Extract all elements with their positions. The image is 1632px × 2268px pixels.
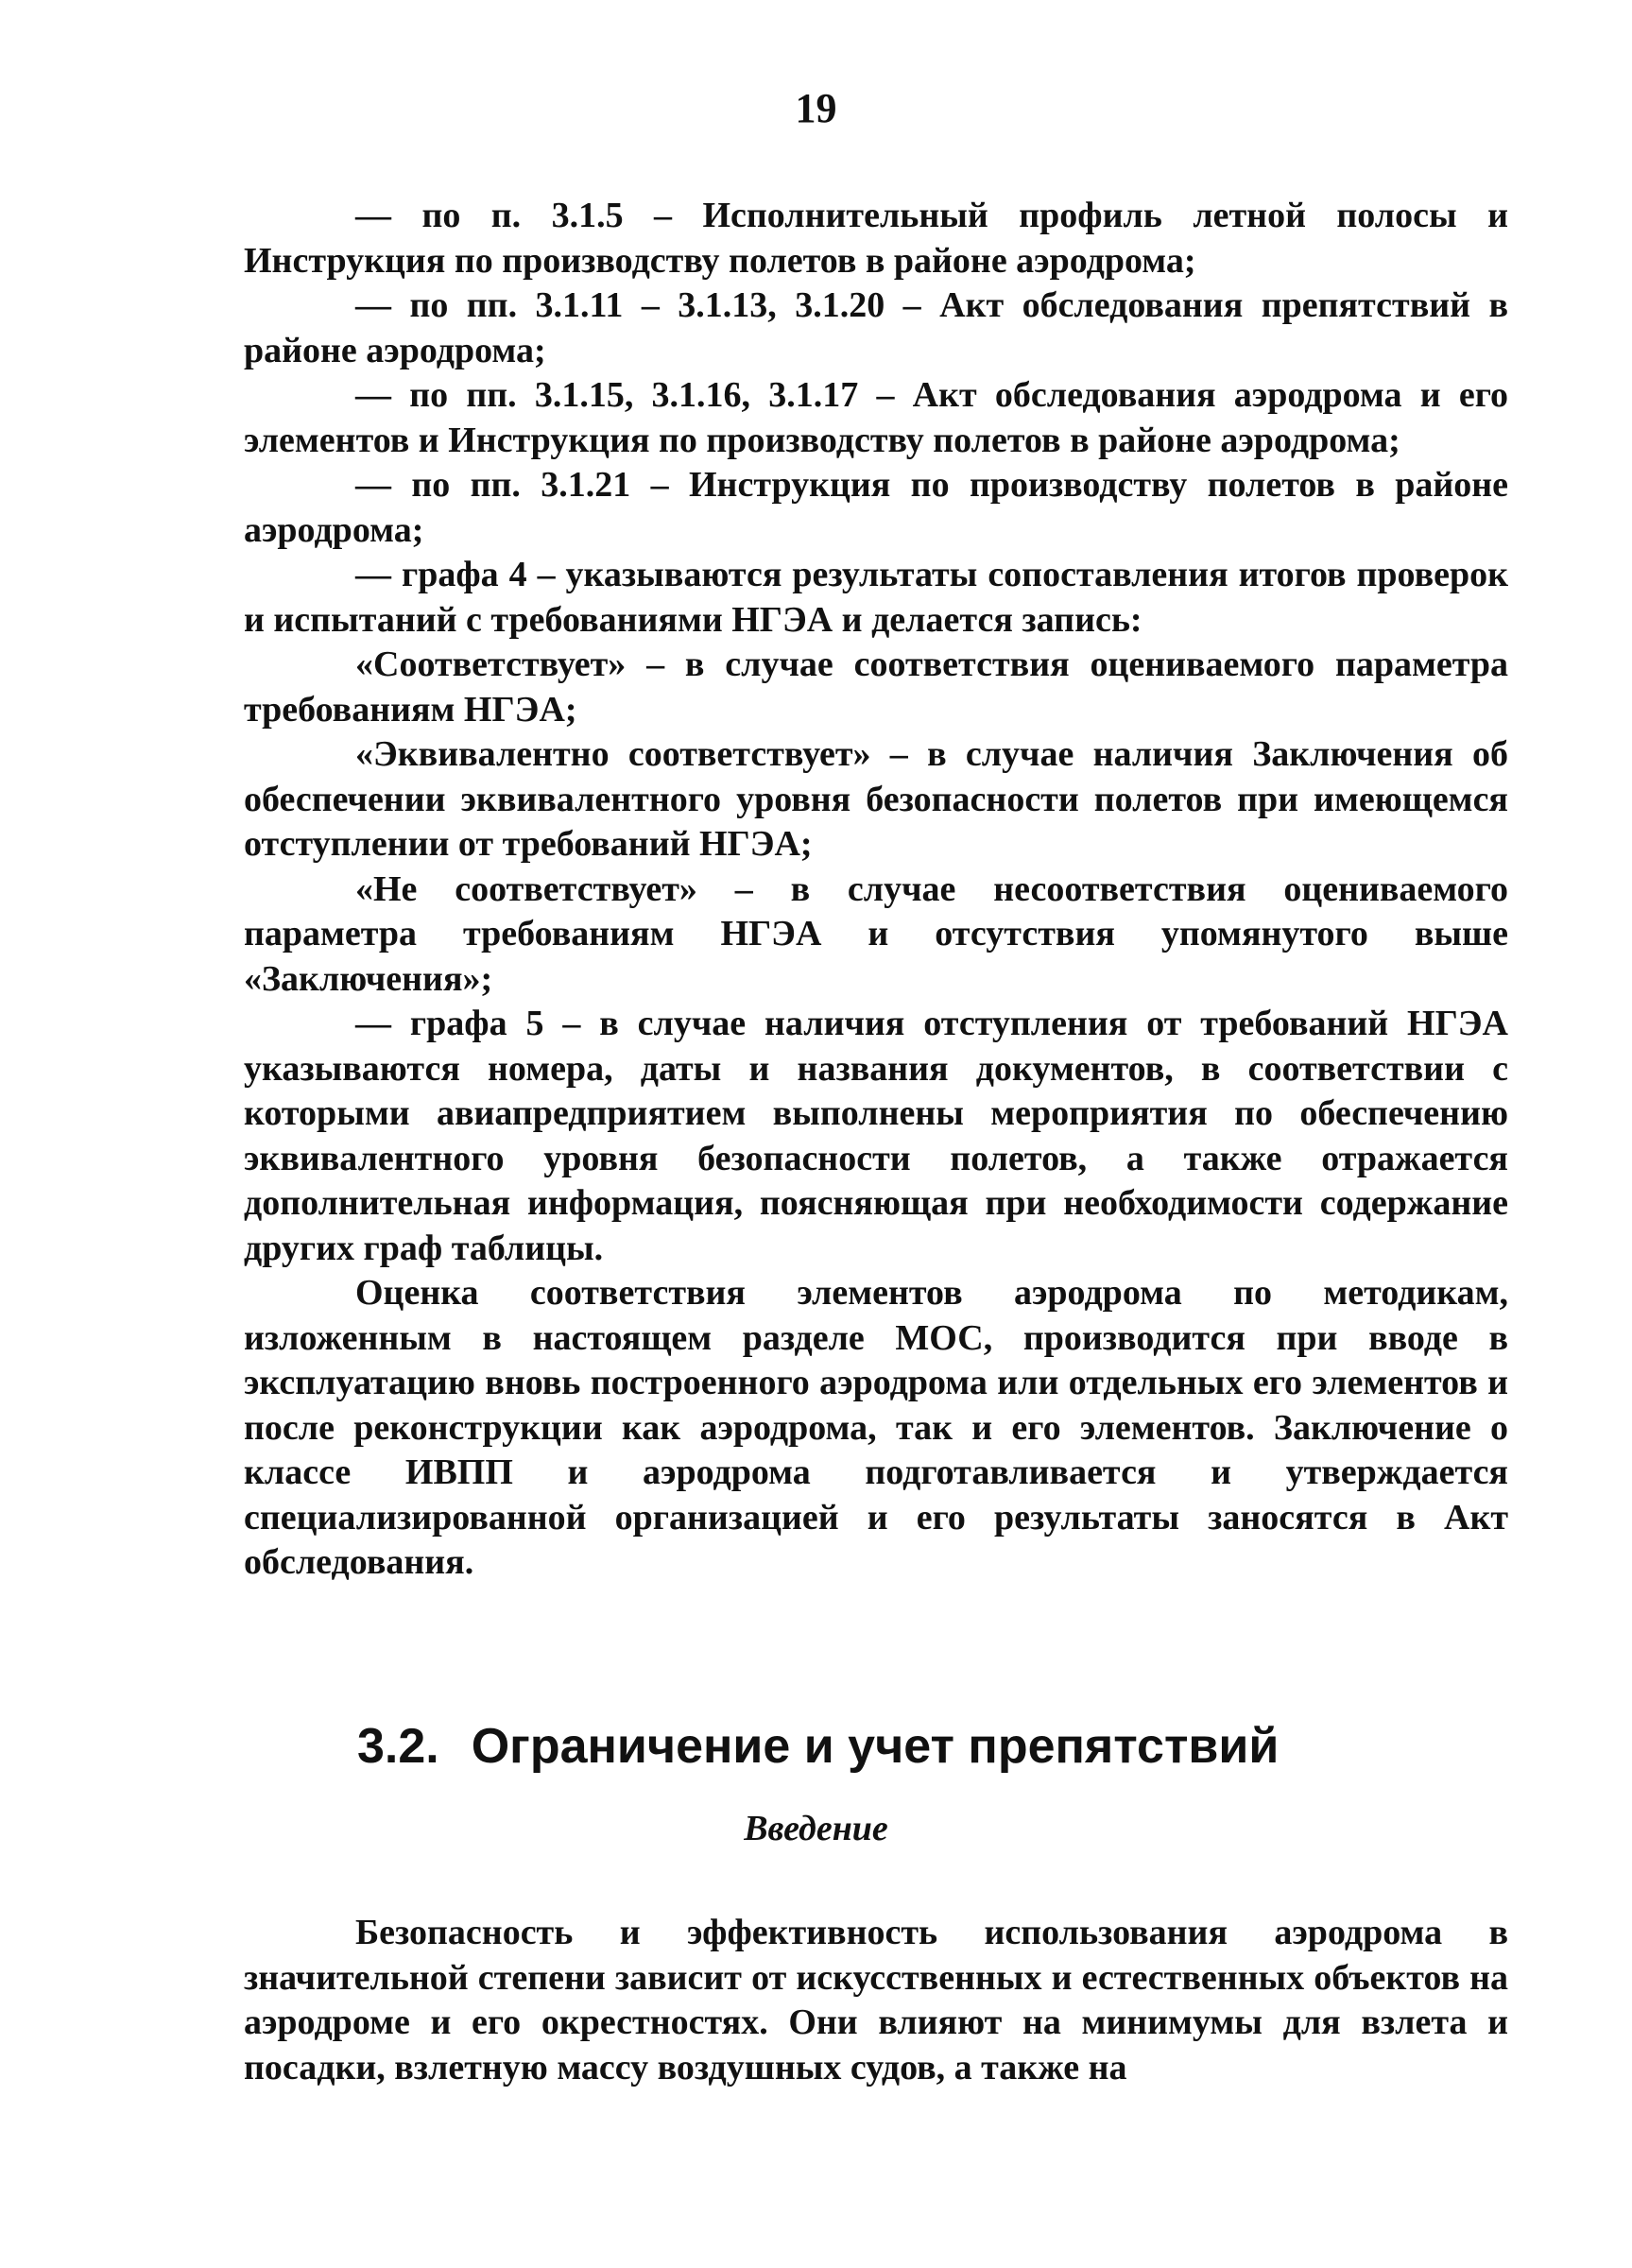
page-number: 19 (795, 85, 837, 131)
subheading: Введение (744, 1809, 888, 1848)
section-title: Ограничение и учет препятствий (471, 1719, 1280, 1774)
list-item-pp-3-1-15: — по пп. 3.1.15, 3.1.16, 3.1.17 – Акт обследования аэродрома и его элементов и Инструкция по производству полетов в районе аэродрома; (244, 375, 1508, 460)
paragraph-intro: Безопасность и эффективность использования аэродрома в значительной степени зависит от искусственных и естественных объектов на аэродроме и его окрестностях. Они влияют на минимумы для взлета и посадки, взлетную массу воздушных судов, а также на (244, 1913, 1508, 2088)
body-text (244, 194, 1508, 1586)
section-number: 3.2. (357, 1719, 439, 1774)
list-item-pp-3-1-11: — по пп. 3.1.11 – 3.1.13, 3.1.20 – Акт обследования препятствий в районе аэродрома; (244, 285, 1508, 370)
list-item-pp-3-1-5: — по п. 3.1.5 – Исполнительный профиль летной полосы и Инструкция по производству полетов в районе аэродрома; (244, 196, 1508, 281)
paragraph-not-complies: «Не соответствует» – в случае несоответствия оцениваемого параметра требованиям НГЭА и отсутствия упомянутого выше «Заключения»; (244, 868, 1508, 999)
section-heading (357, 1718, 1491, 1775)
paragraph-complies: «Соответствует» – в случае соответствия оцениваемого параметра требованиям НГЭА; (244, 644, 1508, 730)
paragraph-assessment: Оценка соответствия элементов аэродрома по методикам, изложенным в настоящем разделе МОС, производится при вводе в эксплуатацию вновь построенного аэродрома или отдельных его элементов и после реконструкции как аэродрома, так и его элементов. Заключение о классе ИВПП и аэродрома подготавливается и утверждается специализированной организацией и его результаты заносятся в Акт обследования. (244, 1273, 1508, 1582)
intro-text (244, 1911, 1508, 2090)
list-item-pp-3-1-21: — по пп. 3.1.21 – Инструкция по производству полетов в районе аэродрома; (244, 465, 1508, 550)
list-item-column-4: — графа 4 – указываются результаты сопоставления итогов проверок и испытаний с требованиями НГЭА и делается запись: (244, 555, 1508, 640)
paragraph-equivalent: «Эквивалентно соответствует» – в случае наличия Заключения об обеспечении эквивалентного уровня безопасности полетов при имеющемся отступлении от требований НГЭА; (244, 734, 1508, 864)
list-item-column-5: — графа 5 – в случае наличия отступления от требований НГЭА указываются номера, даты и названия документов, в соответствии с которыми авиапредприятием выполнены мероприятия по обеспечению эквивалентного уровня безопасности полетов, а также отражается дополнительная информация, поясняющая при необходимости содержание других граф таблицы. (244, 1004, 1508, 1268)
